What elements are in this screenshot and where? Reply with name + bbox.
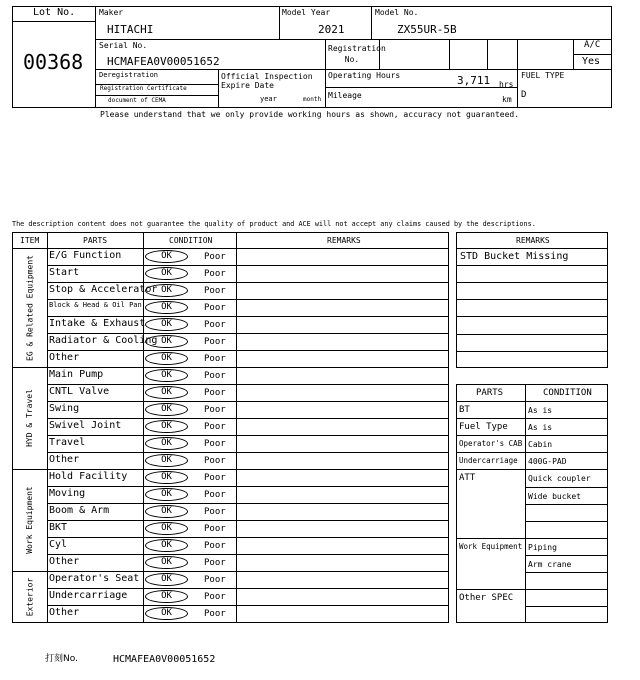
row-divider <box>47 299 449 300</box>
stamp-number: HCMAFEA0V00051652 <box>113 654 216 665</box>
part-name: Intake & Exhaust <box>49 318 146 329</box>
part-name: BKT <box>49 522 68 533</box>
cond-value: 400G-PAD <box>528 457 567 467</box>
row-divider <box>47 265 449 266</box>
condition-poor-label: Poor <box>204 592 226 602</box>
cond-part-divider <box>456 435 526 436</box>
operating-hours-value: 3,711 <box>457 74 491 87</box>
part-name: CNTL Valve <box>49 386 110 397</box>
part-name: Block & Head & Oil Pan <box>49 301 142 309</box>
condition-poor-label: Poor <box>204 422 226 432</box>
row-divider <box>47 435 449 436</box>
group-divider <box>12 367 449 368</box>
cond-value: Arm crane <box>528 559 572 569</box>
row-divider <box>47 333 449 334</box>
deregistration-label: Deregistration <box>99 71 159 79</box>
cond-value-divider <box>525 555 608 556</box>
condition-poor-label: Poor <box>204 473 226 483</box>
condition-poor-label: Poor <box>204 439 226 449</box>
row-divider <box>47 282 449 283</box>
cond-value-divider <box>525 504 608 505</box>
cond-value: Cabin <box>528 440 553 450</box>
cond-part-divider <box>456 538 526 539</box>
cond-value-divider <box>525 435 608 436</box>
remarks-divider <box>456 282 608 283</box>
col-condition: CONDITION <box>169 236 213 245</box>
condition-ok-mark: OK <box>145 556 188 569</box>
part-name: Moving <box>49 488 86 499</box>
lot-number: 00368 <box>23 50 84 74</box>
ac-label: A/C <box>584 40 601 50</box>
cond-part-divider <box>456 469 526 470</box>
month-label: month <box>303 96 322 103</box>
part-name: Other <box>49 556 80 567</box>
cond-value: As is <box>528 423 553 433</box>
part-name: Other <box>49 607 80 618</box>
row-divider <box>47 520 449 521</box>
cond-value: Quick coupler <box>528 474 591 484</box>
cond-part: Operator's CAB <box>459 439 523 449</box>
condition-ok-mark: OK <box>145 488 188 501</box>
row-divider <box>47 418 449 419</box>
condition-ok-mark: OK <box>145 454 188 467</box>
condition-poor-label: Poor <box>204 575 226 585</box>
condition-ok-mark: OK <box>145 437 188 450</box>
condition-poor-label: Poor <box>204 303 226 313</box>
remarks-divider <box>456 316 608 317</box>
row-divider <box>47 452 449 453</box>
condition-poor-label: Poor <box>204 354 226 364</box>
remarks-divider <box>456 265 608 266</box>
condition-ok-mark: OK <box>145 420 188 433</box>
cond-part: Other SPEC <box>459 593 514 604</box>
notice-text: Please understand that we only provide working hours as shown, accuracy not guaranteed. <box>100 110 520 119</box>
model-year-label: Model Year <box>282 8 331 17</box>
row-divider <box>47 384 449 385</box>
model-no-value: ZX55UR-5B <box>397 23 457 36</box>
cond-part: Fuel Type <box>459 422 508 433</box>
row-divider <box>47 588 449 589</box>
col-parts: PARTS <box>83 236 108 245</box>
part-name: Swivel Joint <box>49 420 122 431</box>
registration-certificate-label: Registration Certificate <box>100 85 187 92</box>
year-label: year <box>260 95 277 103</box>
row-divider <box>47 503 449 504</box>
cond-part: ATT <box>459 473 476 484</box>
fuel-type-value: D <box>521 90 527 100</box>
mileage-label: Mileage <box>328 91 362 100</box>
cond-value-divider <box>525 418 608 419</box>
registration-label: Registration No. <box>328 44 386 64</box>
part-name: Travel <box>49 437 86 448</box>
row-divider <box>47 554 449 555</box>
row-divider <box>47 316 449 317</box>
cond-col-parts: PARTS <box>476 388 504 398</box>
lot-label: Lot No. <box>33 7 76 18</box>
group-label: Exterior <box>25 577 34 616</box>
part-name: Undercarriage <box>49 590 128 601</box>
cema-document-label: document of CEMA <box>108 97 166 104</box>
cond-value: Piping <box>528 542 557 552</box>
condition-ok-mark: OK <box>145 250 188 263</box>
row-divider <box>47 486 449 487</box>
cond-col-condition: CONDITION <box>543 388 592 398</box>
condition-poor-label: Poor <box>204 371 226 381</box>
group-label: Work Equipment <box>25 486 34 554</box>
cond-part: Undercarriage <box>459 456 518 466</box>
part-name: E/G Function <box>49 250 122 261</box>
col-remarks: REMARKS <box>327 236 361 245</box>
remarks-line: STD Bucket Missing <box>460 251 569 262</box>
group-divider <box>12 571 449 572</box>
remarks-divider <box>456 334 608 335</box>
part-name: Cyl <box>49 539 68 550</box>
maker-value: HITACHI <box>107 23 154 36</box>
cond-value-divider <box>525 589 608 590</box>
condition-poor-label: Poor <box>204 524 226 534</box>
cond-value-divider <box>525 521 608 522</box>
model-year-value: 2021 <box>318 23 345 36</box>
cond-part-divider <box>456 589 526 590</box>
condition-poor-label: Poor <box>204 286 226 296</box>
row-divider <box>47 605 449 606</box>
cond-value-divider <box>525 469 608 470</box>
operating-hours-label: Operating Hours <box>328 71 401 80</box>
cond-part: Work Equipment <box>459 541 523 551</box>
stamp-label: 打刻No. <box>45 654 78 664</box>
condition-poor-label: Poor <box>204 252 226 262</box>
part-name: Other <box>49 352 80 363</box>
remarks-divider <box>456 299 608 300</box>
cond-value-divider <box>525 606 608 607</box>
condition-ok-mark: OK <box>145 352 188 365</box>
part-name: Main Pump <box>49 369 104 380</box>
condition-ok-mark: OK <box>145 590 188 603</box>
cond-part: BT <box>459 405 470 415</box>
condition-poor-label: Poor <box>204 269 226 279</box>
condition-poor-label: Poor <box>204 609 226 619</box>
maker-label: Maker <box>99 8 124 17</box>
condition-poor-label: Poor <box>204 507 226 517</box>
group-label: EG & Related Equipment <box>25 254 34 361</box>
condition-poor-label: Poor <box>204 337 226 347</box>
condition-ok-mark: OK <box>145 369 188 382</box>
col-item: ITEM <box>20 236 40 245</box>
row-divider <box>47 537 449 538</box>
cond-part-divider <box>456 418 526 419</box>
part-name: Stop & Accelerator <box>49 284 158 295</box>
part-name: Hold Facility <box>49 471 128 482</box>
serial-label: Serial No. <box>99 41 148 50</box>
condition-ok-mark: OK <box>145 335 188 348</box>
condition-ok-mark: OK <box>145 267 188 280</box>
cond-value: As is <box>528 406 553 415</box>
cond-value-divider <box>525 572 608 573</box>
ac-value: Yes <box>582 56 601 67</box>
condition-poor-label: Poor <box>204 405 226 415</box>
cond-value-divider <box>525 538 608 539</box>
condition-ok-mark: OK <box>145 505 188 518</box>
condition-ok-mark: OK <box>145 539 188 552</box>
condition-poor-label: Poor <box>204 558 226 568</box>
fuel-type-label: FUEL TYPE <box>521 71 565 80</box>
condition-ok-mark: OK <box>145 386 188 399</box>
part-name: Start <box>49 267 80 278</box>
condition-ok-mark: OK <box>145 301 188 314</box>
condition-poor-label: Poor <box>204 388 226 398</box>
condition-poor-label: Poor <box>204 320 226 330</box>
part-name: Operator's Seat <box>49 573 140 584</box>
cond-value-divider <box>525 452 608 453</box>
cond-part-divider <box>456 452 526 453</box>
remarks-header: REMARKS <box>516 236 550 245</box>
cond-value: Wide bucket <box>528 491 581 501</box>
group-label: HYD & Travel <box>25 389 34 447</box>
cond-value-divider <box>525 487 608 488</box>
condition-ok-mark: OK <box>145 573 188 586</box>
serial-value: HCMAFEA0V00051652 <box>107 55 220 68</box>
disclaimer-text: The description content does not guarantee the quality of product and ACE will not accept any claims caused by the descriptions. <box>12 220 536 228</box>
remarks-divider <box>456 351 608 352</box>
part-name: Radiator & Cooling <box>49 335 158 346</box>
condition-poor-label: Poor <box>204 456 226 466</box>
condition-poor-label: Poor <box>204 541 226 551</box>
km-unit: km <box>502 95 512 104</box>
condition-ok-mark: OK <box>145 607 188 620</box>
condition-ok-mark: OK <box>145 284 188 297</box>
condition-ok-mark: OK <box>145 471 188 484</box>
condition-ok-mark: OK <box>145 522 188 535</box>
part-name: Swing <box>49 403 80 414</box>
condition-ok-mark: OK <box>145 403 188 416</box>
model-no-label: Model No. <box>375 8 419 17</box>
group-divider <box>12 469 449 470</box>
condition-ok-mark: OK <box>145 318 188 331</box>
part-name: Other <box>49 454 80 465</box>
row-divider <box>47 350 449 351</box>
hours-unit: hrs <box>499 80 514 89</box>
part-name: Boom & Arm <box>49 505 110 516</box>
row-divider <box>47 401 449 402</box>
inspection-expire-label: Official Inspection Expire Date <box>221 72 313 90</box>
condition-poor-label: Poor <box>204 490 226 500</box>
